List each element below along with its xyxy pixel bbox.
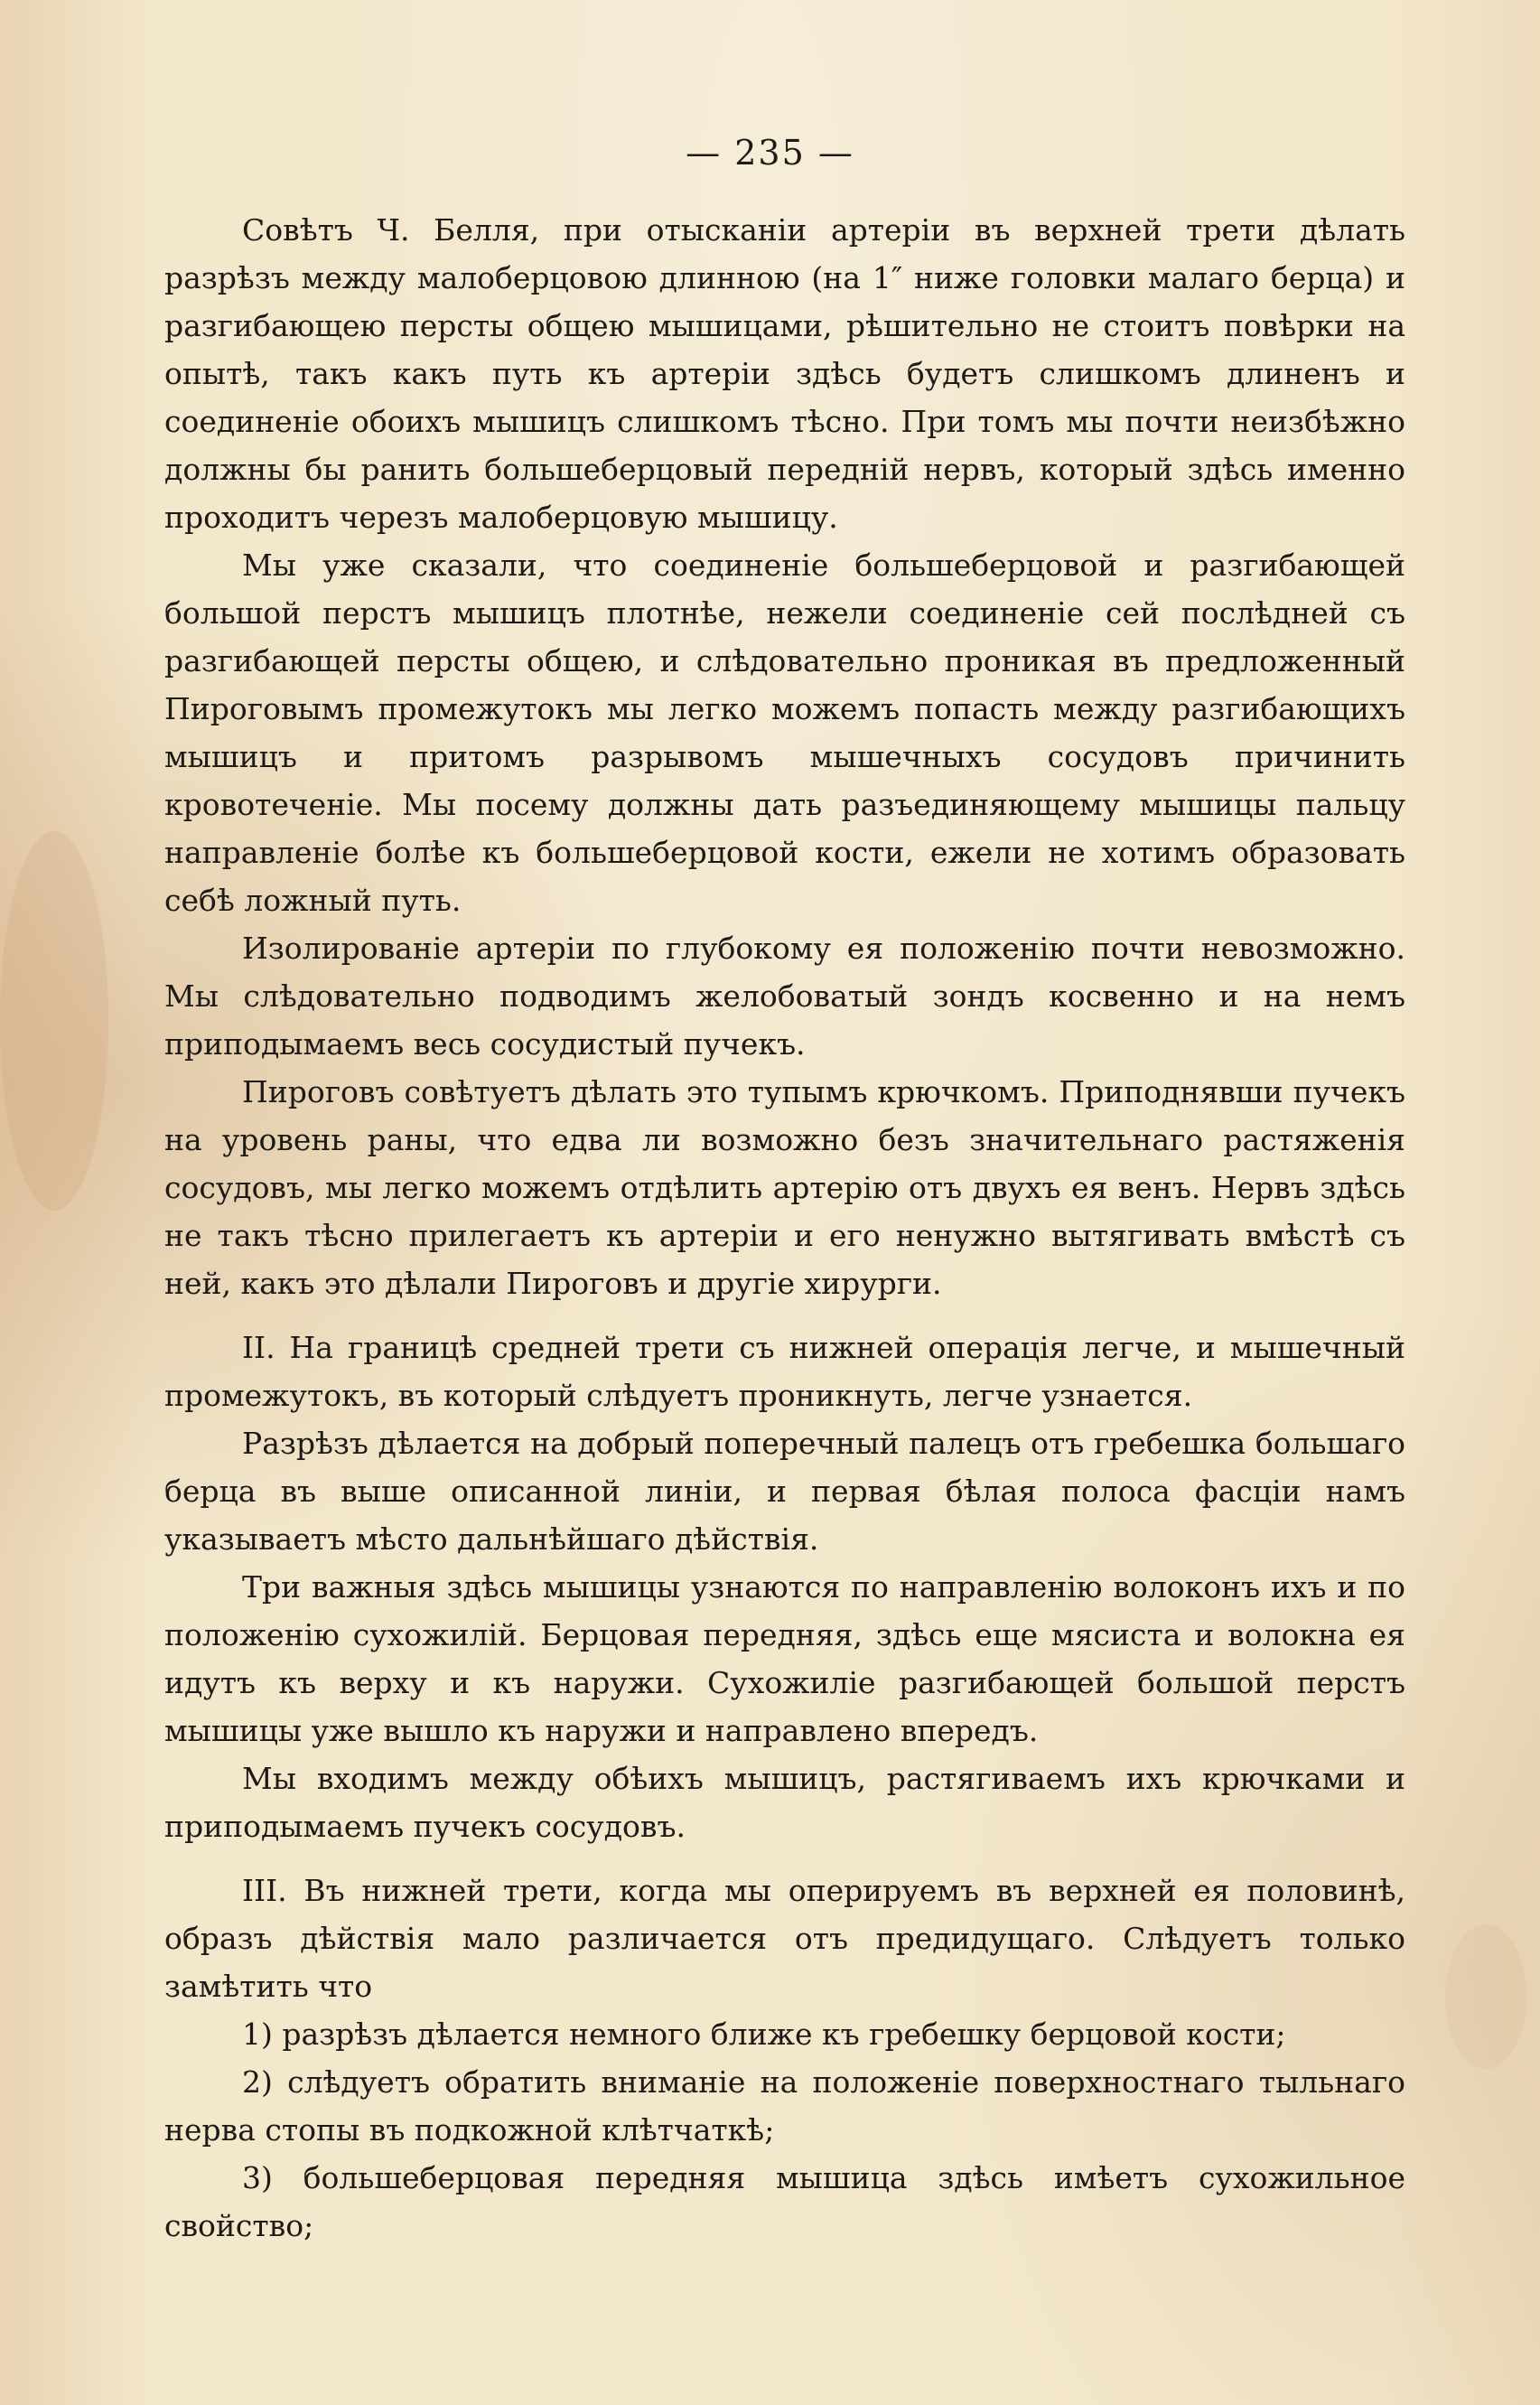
paragraph-6: Разрѣзъ дѣлается на добрый поперечный палецъ отъ гребешка большаго берца въ выше описанной линіи, и первая бѣлая полоса фасціи намъ указываетъ мѣсто дальнѣйшаго дѣйствія. bbox=[164, 1426, 1405, 1557]
page-number: — 235 — bbox=[686, 133, 854, 173]
paper-stain bbox=[0, 831, 108, 1211]
paragraph-3: Изолированіе артеріи по глубокому ея положенію почти невозможно. Мы слѣдовательно подводимъ желобоватый зондъ косвенно и на немъ приподымаемъ весь сосудистый пучекъ. bbox=[164, 931, 1405, 1062]
list-item-3: 3) большеберцовая передняя мышица здѣсь имѣетъ сухожильное свойство; bbox=[164, 2160, 1405, 2243]
paragraph-7: Три важныя здѣсь мышицы узнаются по направленію волоконъ ихъ и по положенію сухожилій. Берцовая передняя, здѣсь еще мясиста и волокна ея идутъ къ верху и къ наружи. Сухожиліе разгибающей большой перстъ мышицы уже вышло къ наружи и направлено впередъ. bbox=[164, 1569, 1405, 1748]
list-item-1: 1) разрѣзъ дѣлается немного ближе къ гребешку берцовой кости; bbox=[242, 2017, 1286, 2052]
paragraph-8: Мы входимъ между обѣихъ мышицъ, растягиваемъ ихъ крючками и приподымаемъ пучекъ сосудовъ. bbox=[164, 1761, 1405, 1844]
body-text bbox=[164, 206, 1405, 2250]
list-item-2: 2) слѣдуетъ обратить вниманіе на положеніе поверхностнаго тыльнаго нерва стопы въ подкожной клѣтчаткѣ; bbox=[164, 2064, 1405, 2148]
paragraph-9: III. Въ нижней трети, когда мы оперируемъ въ верхней ея половинѣ, образъ дѣйствія мало различается отъ предидущаго. Слѣдуетъ только замѣтить что bbox=[164, 1873, 1405, 2004]
paragraph-5: II. На границѣ средней трети съ нижней операція легче, и мышечный промежутокъ, въ который слѣдуетъ проникнуть, легче узнается. bbox=[164, 1330, 1405, 1413]
paper-stain bbox=[1445, 1924, 1526, 2069]
paragraph-2: Мы уже сказали, что соединеніе большеберцовой и разгибающей большой перстъ мышицъ плотнѣе, нежели соединеніе сей послѣдней съ разгибающей персты общею, и слѣдовательно проникая въ предложенный Пироговымъ промежутокъ мы легко можемъ попасть между разгибающихъ мышицъ и притомъ разрывомъ мышечныхъ сосудовъ причинить кровотеченіе. Мы посему должны дать разъединяющему мышицы пальцу направленіе болѣе къ большеберцовой кости, ежели не хотимъ образовать себѣ ложный путь. bbox=[164, 547, 1405, 918]
paragraph-4: Пироговъ совѣтуетъ дѣлать это тупымъ крючкомъ. Приподнявши пучекъ на уровень раны, что едва ли возможно безъ значительнаго растяженія сосудовъ, мы легко можемъ отдѣлить артерію отъ двухъ ея венъ. Нервъ здѣсь не такъ тѣсно прилегаетъ къ артеріи и его ненужно вытягивать вмѣстѣ съ ней, какъ это дѣлали Пироговъ и другіе хирурги. bbox=[164, 1074, 1405, 1301]
paragraph-1: Совѣтъ Ч. Белля, при отысканіи артеріи въ верхней трети дѣлать разрѣзъ между малоберцовою длинною (на 1″ ниже головки малаго берца) и разгибающею персты общею мышицами, рѣшительно не стоитъ повѣрки на опытѣ, такъ какъ путь къ артеріи здѣсь будетъ слишкомъ длиненъ и соединеніе обоихъ мышицъ слишкомъ тѣсно. При томъ мы почти неизбѣжно должны бы ранить большеберцовый передній нервъ, который здѣсь именно проходитъ черезъ малоберцовую мышицу. bbox=[164, 212, 1405, 535]
